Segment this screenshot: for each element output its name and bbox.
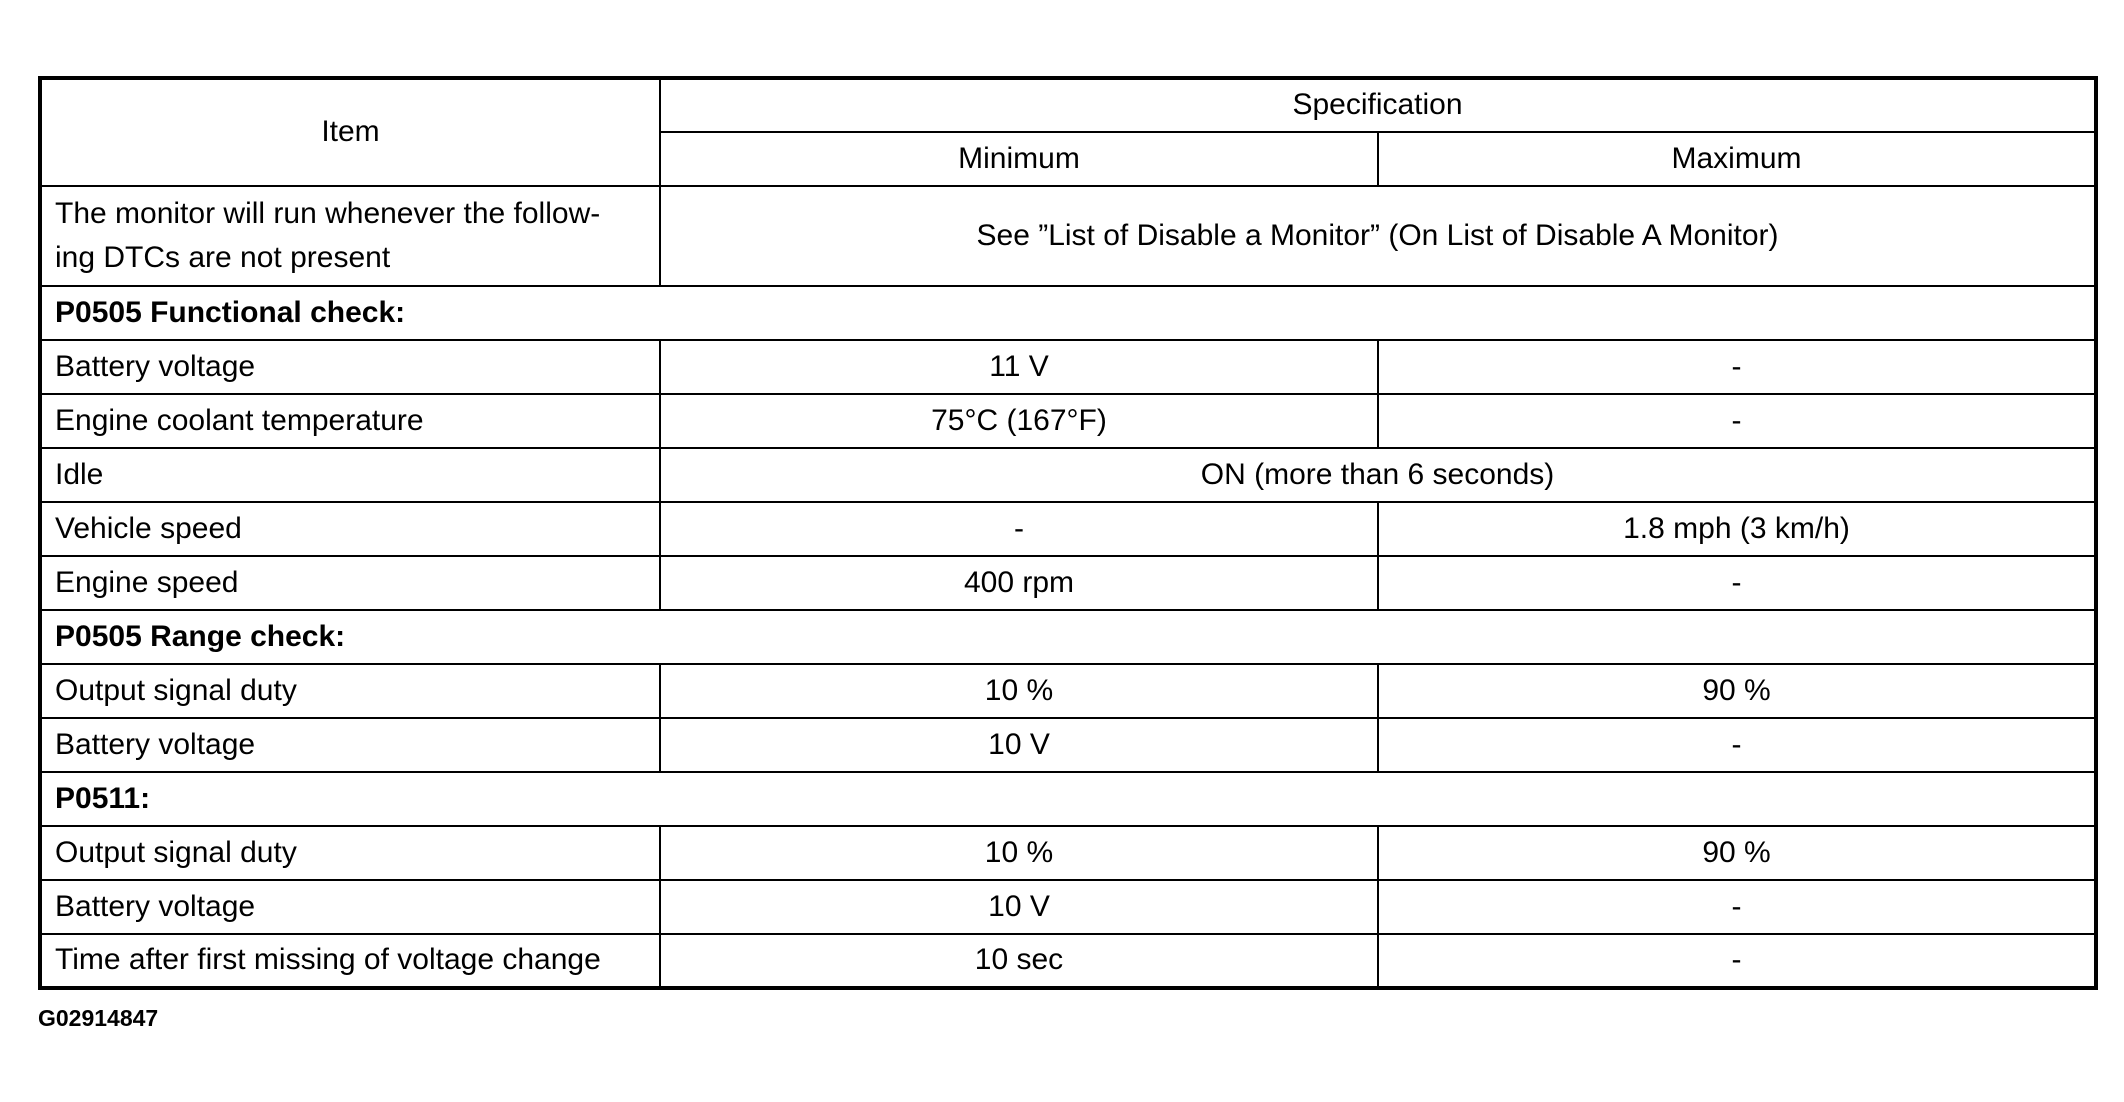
minimum-cell: 10 sec [660,934,1378,988]
header-minimum: Minimum [660,132,1378,186]
maximum-cell: - [1378,718,2096,772]
table-row [40,340,2096,394]
specification-table [38,76,2098,990]
figure-id-label: G02914847 [38,1005,159,1031]
minimum-cell: 10 V [660,718,1378,772]
minimum-cell: 75°C (167°F) [660,394,1378,448]
item-cell: Vehicle speed [40,502,660,556]
table-row [40,718,2096,772]
table-row [40,502,2096,556]
section-row [40,772,2096,826]
maximum-cell: - [1378,340,2096,394]
maximum-cell: 1.8 mph (3 km/h) [1378,502,2096,556]
header-specification: Specification [660,78,2096,132]
item-cell: Engine coolant temperature [40,394,660,448]
minimum-cell: - [660,502,1378,556]
item-cell [40,186,660,286]
item-cell: Output signal duty [40,664,660,718]
table-row [40,880,2096,934]
item-text-line: The monitor will run whenever the follow- [55,196,601,230]
maximum-cell: - [1378,880,2096,934]
item-cell: Battery voltage [40,718,660,772]
maximum-cell: 90 % [1378,664,2096,718]
spanning-value-cell: ON (more than 6 seconds) [660,448,2096,502]
maximum-cell: - [1378,556,2096,610]
minimum-cell: 10 % [660,664,1378,718]
table-row [40,448,2096,502]
minimum-cell: 10 V [660,880,1378,934]
table-row [40,826,2096,880]
minimum-cell: 11 V [660,340,1378,394]
item-text-line: ing DTCs are not present [55,241,391,274]
maximum-cell: - [1378,394,2096,448]
table-row [40,556,2096,610]
item-cell: Battery voltage [40,880,660,934]
item-cell: Time after first missing of voltage change [40,934,660,988]
header-item: Item [40,78,660,186]
maximum-cell: 90 % [1378,826,2096,880]
maximum-cell: - [1378,934,2096,988]
table-row [40,186,2096,286]
section-heading: P0505 Functional check: [40,286,2096,340]
item-cell: Idle [40,448,660,502]
item-cell: Engine speed [40,556,660,610]
minimum-cell: 10 % [660,826,1378,880]
header-row-top [40,78,2096,132]
section-row [40,610,2096,664]
spanning-value-cell: See ”List of Disable a Monitor” (On List of Disable A Monitor) [660,186,2096,286]
table-row [40,394,2096,448]
minimum-cell: 400 rpm [660,556,1378,610]
section-heading: P0511: [40,772,2096,826]
table-row [40,934,2096,988]
item-cell: Battery voltage [40,340,660,394]
table-row [40,664,2096,718]
section-row [40,286,2096,340]
section-heading: P0505 Range check: [40,610,2096,664]
item-cell: Output signal duty [40,826,660,880]
header-maximum: Maximum [1378,132,2096,186]
